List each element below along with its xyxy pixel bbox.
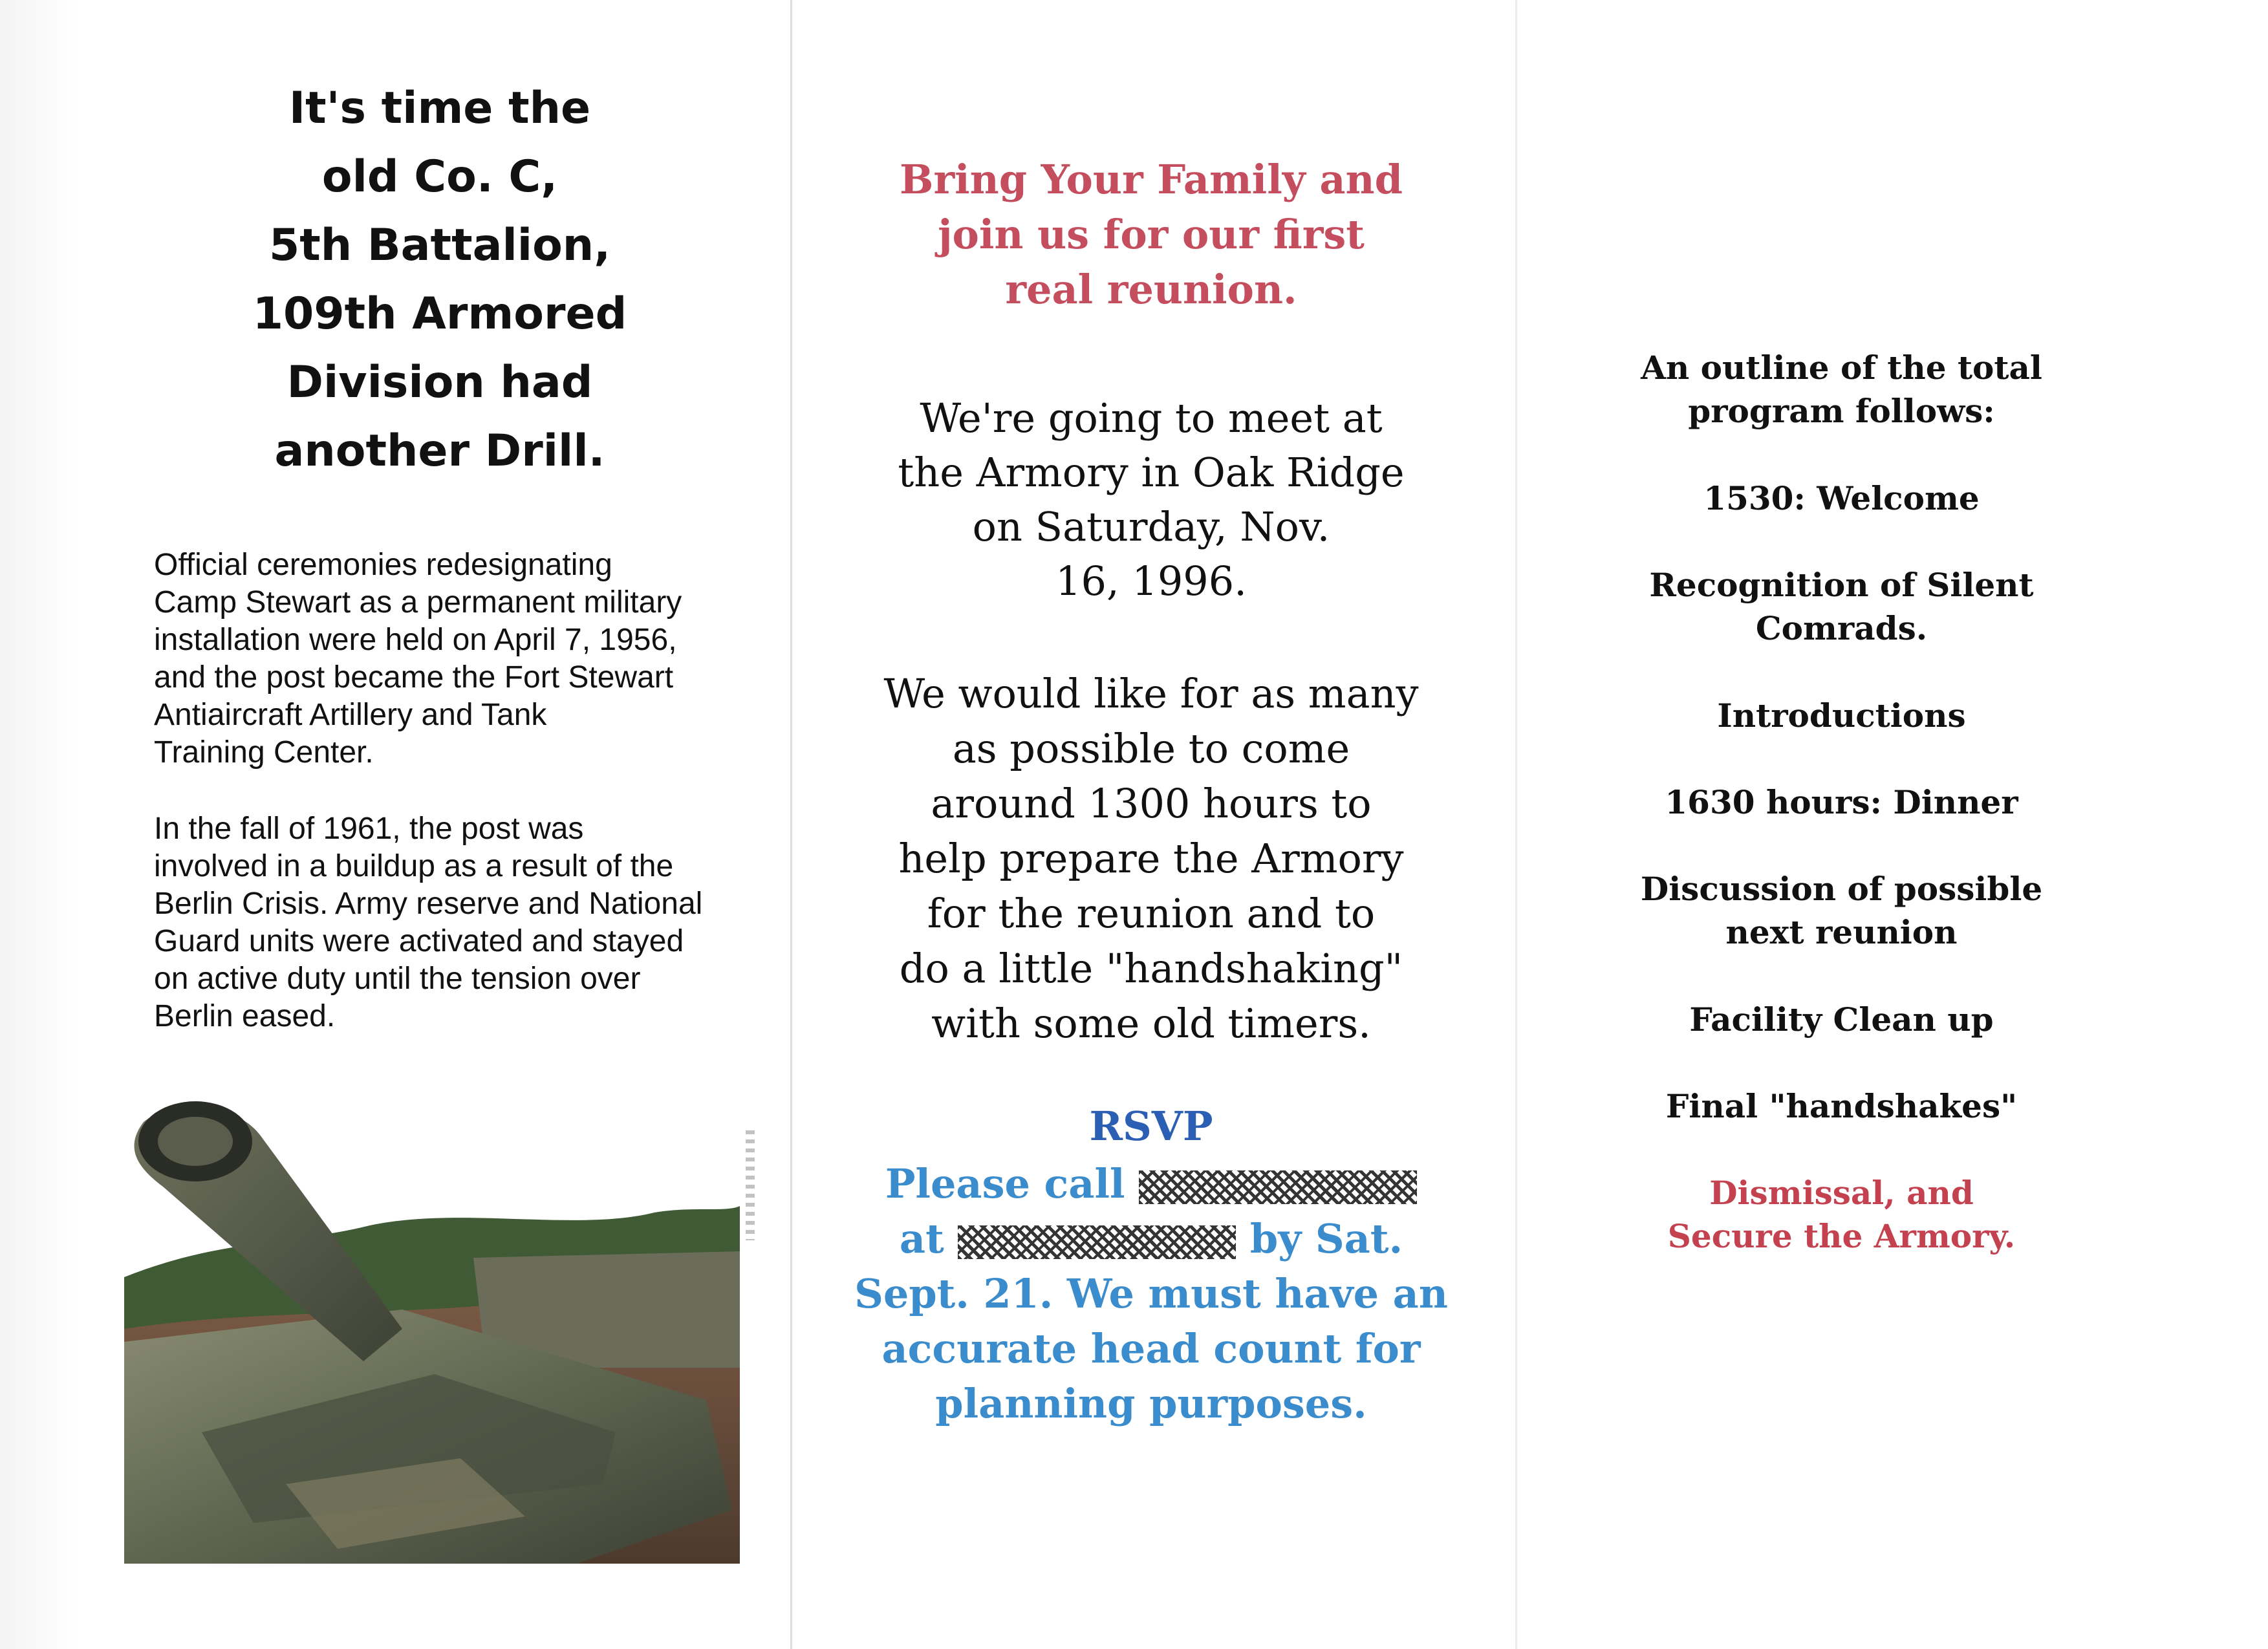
program-intro-line: program follows: <box>1688 392 1995 430</box>
program-line: Discussion of possible <box>1640 870 2043 908</box>
paragraph-line: involved in a buildup as a result of the <box>154 849 674 883</box>
fold-line-left <box>790 0 792 1649</box>
program-item-welcome: 1530: Welcome <box>1703 479 1980 517</box>
paragraph-line: Guard units were activated and stayed <box>154 924 684 958</box>
rsvp-deadline-text: by Sat. <box>1249 1215 1403 1262</box>
meeting-details <box>812 391 1491 609</box>
paragraph-line: installation were held on April 7, 1956, <box>154 623 677 657</box>
fold-line-right <box>1515 0 1517 1649</box>
scan-edge-shadow <box>0 0 78 1649</box>
paragraph-line: Training Center. <box>154 735 374 770</box>
program-item-introductions: Introductions <box>1717 696 1966 735</box>
preparation-request <box>812 666 1491 1051</box>
prep-line: as possible to come <box>952 725 1350 772</box>
meeting-line: the Armory in Oak Ridge <box>898 449 1405 496</box>
redacted-name <box>1139 1170 1417 1204</box>
invite-line: Bring Your Family and <box>900 156 1403 203</box>
history-paragraph-2 <box>154 810 749 1035</box>
prep-line: for the reunion and to <box>927 890 1376 937</box>
title-line: 5th Battalion, <box>268 220 611 271</box>
rsvp-line <box>812 1211 1491 1266</box>
meeting-line: We're going to meet at <box>920 394 1383 442</box>
panel1-title <box>116 74 763 486</box>
prep-line: We would like for as many <box>883 670 1419 717</box>
rsvp-at-text: at <box>899 1215 944 1262</box>
paragraph-line: Official ceremonies redesignating <box>154 548 612 582</box>
redacted-phone <box>958 1225 1236 1259</box>
title-line: old Co. C, <box>321 151 558 202</box>
paragraph-line: and the post became the Fort Stewart <box>154 660 674 695</box>
prep-line: around 1300 hours to <box>931 780 1372 827</box>
rsvp-line <box>812 1156 1491 1211</box>
program-line: Dismissal, and <box>1709 1174 1974 1212</box>
photo-muzzle-ring <box>158 1117 233 1166</box>
prep-line: help prepare the Armory <box>898 835 1404 882</box>
history-paragraph-1 <box>154 546 749 771</box>
paragraph-line: Berlin eased. <box>154 999 336 1033</box>
paragraph-line: Antiaircraft Artillery and Tank <box>154 698 547 732</box>
title-line: 109th Armored <box>252 288 627 339</box>
title-line: another Drill. <box>274 426 605 477</box>
program-line: Secure the Armory. <box>1667 1217 2016 1255</box>
program-item-cleanup: Facility Clean up <box>1689 1000 1994 1039</box>
invite-line: join us for our first <box>938 211 1365 258</box>
program-intro <box>1549 346 2134 433</box>
program-item-dismissal <box>1549 1171 2134 1258</box>
program-item-dinner: 1630 hours: Dinner <box>1665 783 2018 821</box>
program-line: Recognition of Silent <box>1649 566 2034 604</box>
title-line: It's time the <box>288 83 591 134</box>
paragraph-line: on active duty until the tension over <box>154 962 641 996</box>
rsvp-line: Sept. 21. We must have an <box>854 1270 1448 1317</box>
scan-artifact <box>746 1130 755 1240</box>
paragraph-line: In the fall of 1961, the post was <box>154 812 584 846</box>
program-item-handshakes: Final "handshakes" <box>1665 1087 2018 1125</box>
rsvp-call-text: Please call <box>885 1160 1125 1207</box>
rsvp-line: accurate head count for <box>881 1325 1421 1372</box>
tank-photo <box>124 1096 740 1564</box>
paragraph-line: Camp Stewart as a permanent military <box>154 585 682 620</box>
program-line: Comrads. <box>1755 609 1928 647</box>
program-item-discussion <box>1549 867 2134 954</box>
meeting-line: on Saturday, Nov. <box>972 503 1330 550</box>
prep-line: with some old timers. <box>931 1000 1371 1047</box>
paragraph-line: Berlin Crisis. Army reserve and National <box>154 887 703 921</box>
title-line: Division had <box>286 357 593 408</box>
rsvp-details <box>812 1156 1491 1431</box>
family-invite <box>812 152 1491 317</box>
meeting-line: 16, 1996. <box>1055 557 1247 605</box>
invite-line: real reunion. <box>1005 266 1297 313</box>
program-intro-line: An outline of the total <box>1641 349 2042 387</box>
program-line: next reunion <box>1725 913 1958 951</box>
rsvp-heading: RSVP <box>1089 1103 1213 1150</box>
rsvp-line: planning purposes. <box>935 1380 1367 1427</box>
prep-line: do a little "handshaking" <box>899 945 1403 992</box>
program-item-recognition <box>1549 563 2134 650</box>
